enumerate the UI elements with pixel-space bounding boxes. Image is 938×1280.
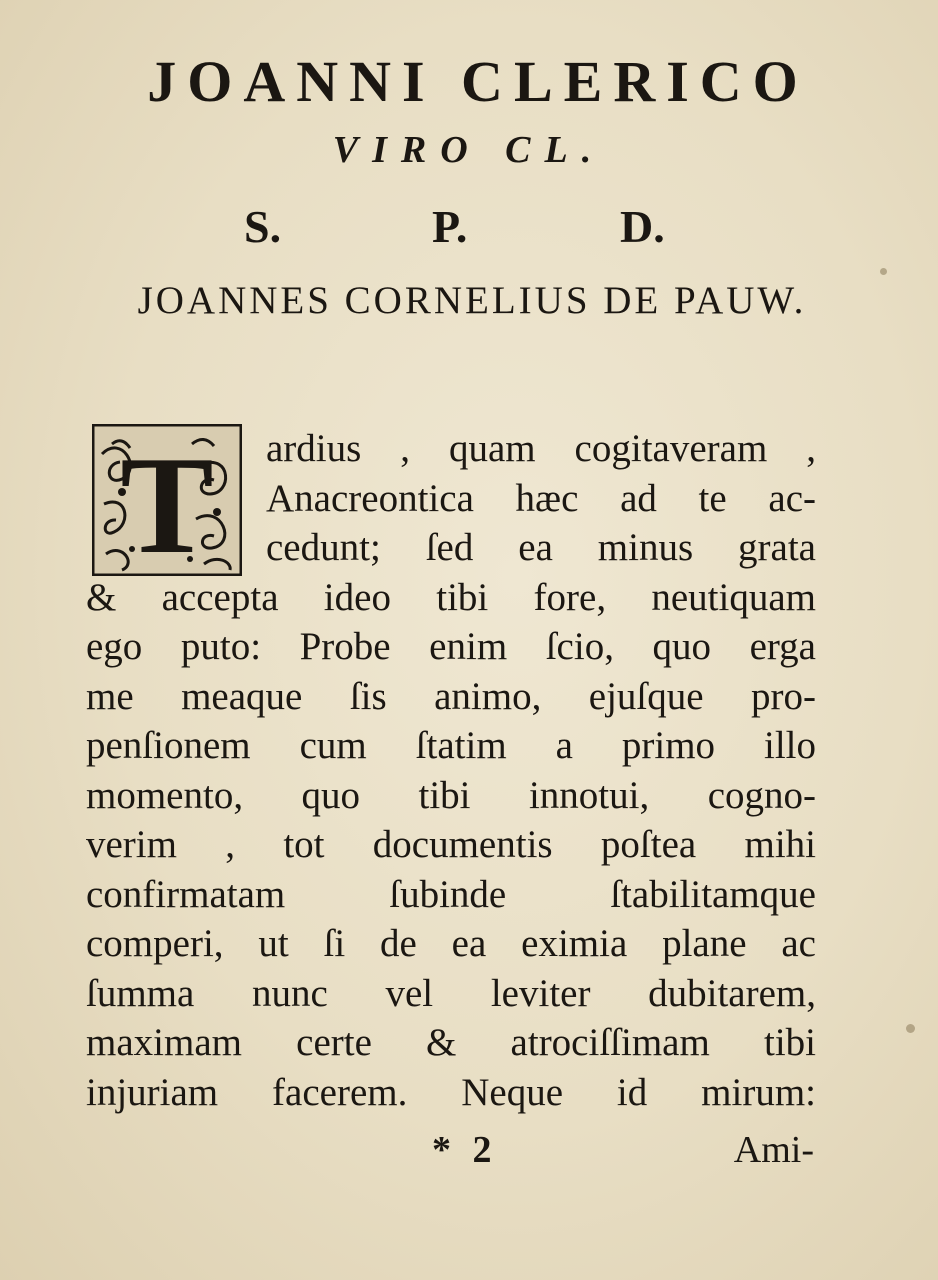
text-line: confirmatam ſubinde ſtabilitamque (86, 872, 816, 916)
sender-heading: JOANNES CORNELIUS DE PAUW. (137, 279, 807, 322)
page-footer (0, 1128, 938, 1178)
text-line: penſionem cum ſtatim a primo illo (86, 724, 816, 767)
text-line: me meaque ſis animo, ejuſque pro- (86, 674, 816, 718)
addressee-title: VIRO CL. (332, 129, 606, 171)
salutation-p: P. (432, 201, 468, 252)
foxing-spot (906, 1024, 915, 1033)
foxing-spot (880, 268, 887, 275)
salutation (0, 200, 938, 260)
letter-body (86, 424, 816, 1117)
text-line: momento, quo tibi innotui, cogno- (86, 773, 816, 817)
text-line: injuriam facerem. Neque id mirum: (86, 1070, 816, 1114)
text-line: Anacreontica hæc ad te ac- (266, 476, 816, 520)
catchword: Ami- (733, 1129, 814, 1171)
addressee-heading: JOANNI CLERICO (147, 49, 809, 114)
salutation-s: S. (244, 201, 282, 252)
text-line: comperi, ut ſi de ea eximia plane ac (86, 922, 816, 965)
text-line: cedunt; ſed ea minus grata (266, 526, 816, 569)
signature-mark: * 2 (432, 1129, 498, 1171)
text-line: verim , tot documentis poſtea mihi (86, 823, 816, 866)
salutation-d: D. (620, 201, 665, 252)
text-line: maximam certe & atrociſſimam tibi (86, 1021, 816, 1064)
text-line: ardius , quam cogitaveram , (266, 427, 816, 470)
text-line: ego puto: Probe enim ſcio, quo erga (86, 625, 816, 668)
text-line: ſumma nunc vel leviter dubitarem, (86, 971, 816, 1015)
text-line: & accepta ideo tibi fore, neutiquam (86, 575, 816, 619)
dropcap-letter: T (120, 428, 214, 576)
